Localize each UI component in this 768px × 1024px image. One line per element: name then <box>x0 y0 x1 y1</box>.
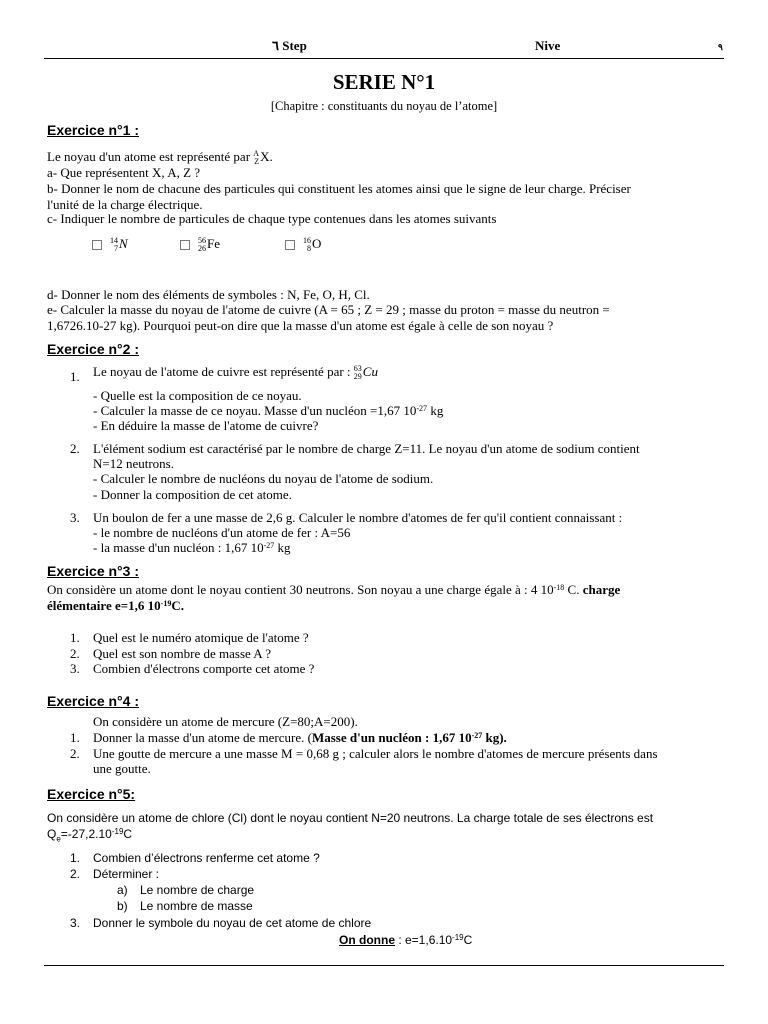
ex3-question-3: Combien d'électrons comporte cet atome ? <box>93 661 315 676</box>
ex4-question-1-text: Donner la masse d'un atome de mercure. ( <box>93 730 312 745</box>
atom-oxygen <box>285 236 321 253</box>
copper-z: 29 <box>353 372 362 382</box>
ex5-question-1: Combien d’électrons renferme cet atome ? <box>93 851 320 865</box>
ex3-line1-text: On considère un atome dont le noyau contient 30 neutrons. Son noyau a une charge égale à : 4 10 <box>47 582 554 597</box>
ex2-number-2: 2. <box>70 441 80 456</box>
ex5-line2 <box>47 826 132 847</box>
checkbox-icon <box>92 240 102 250</box>
unit: C <box>463 933 473 947</box>
given-label: On donne <box>339 933 395 947</box>
ex5-question-3: Donner le symbole du noyau de cet atome de chlore <box>93 916 372 930</box>
unit: C <box>123 827 133 841</box>
page-title: SERIE N°1 <box>332 70 436 94</box>
ex5-given <box>339 932 472 948</box>
ex2-question-1 <box>93 364 378 381</box>
copper-symbol: Cu <box>362 364 378 379</box>
ex5-number-3: 3. <box>70 916 81 930</box>
atom-iron-a: 56 <box>198 236 206 246</box>
ex3-line2 <box>47 598 184 614</box>
ex1-symbol-indices <box>253 150 259 166</box>
atom-nitrogen-z: 7 <box>114 244 118 254</box>
ex3-bold-charge: charge <box>579 582 621 597</box>
copper-a: 63 <box>353 364 362 374</box>
ex2-question-3: Un boulon de fer a une masse de 2,6 g. Calculer le nombre d'atomes de fer qu'il contient connaissant : <box>93 510 623 525</box>
ex2-question-2a: - Calculer le nombre de nucléons du noyau de l'atome de sodium. <box>93 471 434 486</box>
ex3-number-2: 2. <box>70 646 80 661</box>
exercise-2-heading: Exercice n°2 : <box>47 341 139 357</box>
exponent: -27 <box>416 404 428 413</box>
ex4-number-2: 2. <box>70 746 80 761</box>
ex5-question-2: Déterminer : <box>93 867 160 881</box>
ex2-question-3b <box>93 540 291 556</box>
ex2-question-3b-text: - la masse d'un nucléon : 1,67 10 <box>93 540 264 555</box>
exercise-5-heading: Exercice n°5: <box>47 786 136 802</box>
header-level: Nive <box>535 38 561 53</box>
symbol-a: A <box>253 149 260 159</box>
ex5-letter-a: a) <box>117 883 128 897</box>
ex3-line2-text: élémentaire e=1,6 10 <box>47 598 161 613</box>
exercise-4-heading: Exercice n°4 : <box>47 693 139 709</box>
checkbox-icon <box>180 240 190 250</box>
ex5-question-2b: Le nombre de masse <box>140 899 253 913</box>
ex1-question-d: d- Donner le nom des éléments de symboles : N, Fe, O, H, Cl. <box>47 287 370 302</box>
ex5-question-2a: Le nombre de charge <box>140 883 255 897</box>
ex3-number-1: 1. <box>70 630 80 645</box>
atom-oxygen-symbol: O <box>312 236 322 251</box>
unit: C. <box>564 582 580 597</box>
ex2-question-1b-text: - Calculer la masse de ce noyau. Masse d'un nucléon =1,67 10 <box>93 403 417 418</box>
ex1-question-a: a- Que représentent X, A, Z ? <box>47 165 201 180</box>
page-subtitle: [Chapitre : constituants du noyau de l’atome] <box>270 99 498 113</box>
unit: kg). <box>482 730 507 745</box>
ex2-question-3a: - le nombre de nucléons d'un atome de fer : A=56 <box>93 525 351 540</box>
ex4-question-2-line2: une goutte. <box>93 761 151 776</box>
exponent: -19 <box>452 933 464 942</box>
ex2-question-1c: - En déduire la masse de l'atome de cuivre? <box>93 418 319 433</box>
unit: kg <box>274 540 291 555</box>
atom-iron-indices <box>198 237 206 253</box>
ex3-question-1: Quel est le numéro atomique de l'atome ? <box>93 630 309 645</box>
ex1-question-b-line1: b- Donner le nom de chacune des particules qui constituent les atomes ainsi que le signe de leur charge. Préciser <box>47 181 631 196</box>
ex5-number-2: 2. <box>70 867 81 881</box>
ex1-intro-text: Le noyau d'un atome est représenté par <box>47 149 251 164</box>
ex4-intro: On considère un atome de mercure (Z=80;A=200). <box>93 714 358 729</box>
atom-oxygen-a: 16 <box>303 236 311 246</box>
ex5-letter-b: b) <box>117 899 128 913</box>
exponent: -27 <box>263 541 275 550</box>
exponent: -19 <box>160 599 172 608</box>
ex4-number-1: 1. <box>70 730 80 745</box>
atom-nitrogen-symbol: N <box>119 236 128 251</box>
ex4-bold-mass: Masse d'un nucléon : 1,67 10 <box>311 730 472 745</box>
header-step: ٦ Step <box>272 38 307 53</box>
ex2-question-2b: - Donner la composition de cet atome. <box>93 487 292 502</box>
ex3-line1 <box>47 582 620 598</box>
given-text: : e=1,6.10 <box>395 933 453 947</box>
unit: C. <box>171 598 184 613</box>
symbol-x: X. <box>260 149 273 164</box>
ex2-question-2-line2: N=12 neutrons. <box>93 456 174 471</box>
header-mark: ٩ <box>718 42 723 52</box>
atom-iron-z: 26 <box>198 244 206 254</box>
atom-nitrogen-a: 14 <box>110 236 118 246</box>
ex3-number-3: 3. <box>70 661 80 676</box>
unit: kg <box>427 403 444 418</box>
charge-symbol: Q <box>47 827 57 841</box>
ex1-question-e-line2: 1,6726.10-27 kg). Pourquoi peut-on dire que la masse d'un atome est égale à celle de son noyau ? <box>47 318 554 333</box>
ex5-number-1: 1. <box>70 851 81 865</box>
copper-indices <box>354 365 362 381</box>
exercise-1-heading: Exercice n°1 : <box>47 122 139 138</box>
atom-oxygen-z: 8 <box>307 244 311 254</box>
ex1-question-c: c- Indiquer le nombre de particules de chaque type contenues dans les atomes suivants <box>47 211 497 226</box>
ex2-question-1a: - Quelle est la composition de ce noyau. <box>93 388 302 403</box>
atom-nitrogen-indices <box>110 237 118 253</box>
exercise-3-heading: Exercice n°3 : <box>47 563 139 579</box>
ex2-question-1b <box>93 403 443 419</box>
symbol-z: Z <box>254 157 260 167</box>
atom-iron-symbol: Fe <box>207 236 220 251</box>
exponent: -19 <box>111 827 124 836</box>
atom-nitrogen <box>92 236 128 253</box>
ex2-question-1-text: Le noyau de l'atome de cuivre est représenté par : <box>93 364 351 379</box>
ex1-intro <box>47 149 273 166</box>
ex2-number-1: 1. <box>70 369 80 384</box>
ex1-question-e-line1: e- Calculer la masse du noyau de l'atome de cuivre (A = 65 ; Z = 29 ; masse du proton = masse du neutron = <box>47 302 610 317</box>
header-rule <box>44 58 724 59</box>
atom-iron <box>180 236 220 253</box>
ex3-question-2: Quel est son nombre de masse A ? <box>93 646 271 661</box>
ex4-question-1 <box>93 730 507 746</box>
exponent: -18 <box>553 583 565 592</box>
ex2-question-2-line1: L'élément sodium est caractérisé par le nombre de charge Z=11. Le noyau d'un atome de sodium contient <box>93 441 640 456</box>
exponent: -27 <box>471 731 483 740</box>
ex5-line2-text: =-27,2.10 <box>60 827 112 841</box>
ex1-question-b-line2: l'unité de la charge électrique. <box>47 197 203 212</box>
subscript: e <box>56 834 61 844</box>
ex4-question-2-line1: Une goutte de mercure a une masse M = 0,68 g ; calculer alors le nombre d'atomes de mercure présents dans <box>93 746 658 761</box>
footer-rule <box>44 965 724 966</box>
checkbox-icon <box>285 240 295 250</box>
ex5-line1: On considère un atome de chlore (Cl) dont le noyau contient N=20 neutrons. La charge totale de ses électrons est <box>47 811 654 825</box>
ex2-number-3: 3. <box>70 510 80 525</box>
atom-oxygen-indices <box>303 237 311 253</box>
